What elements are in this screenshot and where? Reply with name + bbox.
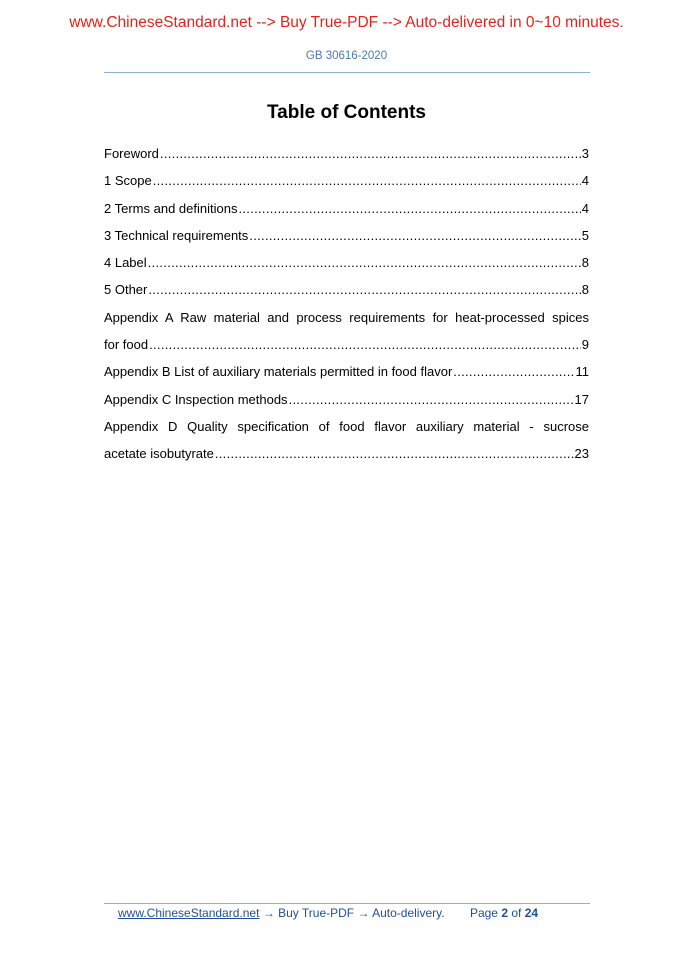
toc-entry-label: for food	[104, 337, 149, 353]
toc-entry-label-line1: Appendix A Raw material and process requirements for heat-processed spices	[104, 309, 589, 325]
toc-entry-label: 3 Technical requirements	[104, 227, 249, 243]
toc-entry-page: 3	[581, 146, 589, 161]
footer-promo-text: → Buy True-PDF → Auto-delivery.	[259, 906, 445, 920]
toc-leader-dots	[289, 391, 574, 409]
toc-entry-page: 5	[581, 227, 589, 243]
toc-entry-label: 4 Label	[104, 255, 147, 271]
toc-entry-appendix-c[interactable]	[104, 391, 589, 418]
toc-entry-page: 11	[575, 364, 589, 380]
toc-entry-page: 8	[581, 255, 589, 271]
toc-entry-terms[interactable]	[104, 200, 589, 227]
page-footer	[118, 906, 538, 920]
toc-leader-dots	[238, 200, 580, 218]
footer-divider	[104, 903, 590, 904]
toc-title: Table of Contents	[266, 102, 427, 123]
toc-entry-scope[interactable]	[104, 172, 589, 199]
toc-entry-label: Foreword	[104, 146, 159, 161]
toc-leader-dots	[249, 227, 580, 245]
toc-leader-dots	[453, 363, 574, 381]
toc-entry-appendix-b[interactable]	[104, 363, 589, 390]
toc-leader-dots	[148, 254, 581, 272]
toc-leader-dots	[153, 172, 581, 190]
toc-list	[104, 145, 589, 473]
toc-entry-foreword[interactable]	[104, 145, 589, 172]
toc-leader-dots	[160, 145, 581, 163]
toc-leader-dots	[215, 445, 574, 463]
page-number-info	[470, 906, 538, 920]
page-label: Page	[469, 906, 498, 920]
header-divider	[104, 72, 590, 73]
toc-entry-label-section[interactable]	[104, 254, 589, 281]
promo-banner[interactable]: www.ChineseStandard.net --> Buy True-PDF --> Auto-delivered in 0~10 minutes.	[69, 14, 624, 31]
toc-entry-page: 4	[581, 173, 589, 189]
toc-entry-label: 1 Scope	[104, 173, 152, 189]
toc-entry-page: 8	[581, 282, 589, 298]
toc-leader-dots	[149, 336, 581, 354]
page-total: 24	[524, 906, 539, 920]
toc-entry-label: 2 Terms and definitions	[104, 200, 238, 216]
toc-entry-label: 5 Other	[104, 282, 148, 298]
toc-entry-technical[interactable]	[104, 227, 589, 254]
toc-entry-appendix-a[interactable]	[104, 309, 589, 364]
toc-entry-page: 17	[574, 391, 589, 407]
toc-entry-page: 9	[581, 337, 589, 353]
toc-entry-appendix-d[interactable]	[104, 418, 589, 473]
page-of: of	[511, 906, 522, 920]
toc-entry-page: 23	[574, 446, 589, 462]
toc-leader-dots	[148, 281, 580, 299]
toc-entry-label-line1: Appendix D Quality specification of food flavor auxiliary material - sucrose	[104, 418, 589, 434]
page-current: 2	[501, 906, 508, 920]
toc-entry-other[interactable]	[104, 281, 589, 308]
toc-entry-label: acetate isobutyrate	[104, 446, 214, 462]
toc-entry-label: Appendix C Inspection methods	[104, 391, 288, 407]
toc-entry-label: Appendix B List of auxiliary materials permitted in food flavor	[104, 364, 453, 380]
toc-entry-page: 4	[581, 200, 589, 216]
footer-site-link[interactable]: www.ChineseStandard.net	[118, 906, 260, 920]
document-id: GB 30616-2020	[305, 50, 388, 62]
